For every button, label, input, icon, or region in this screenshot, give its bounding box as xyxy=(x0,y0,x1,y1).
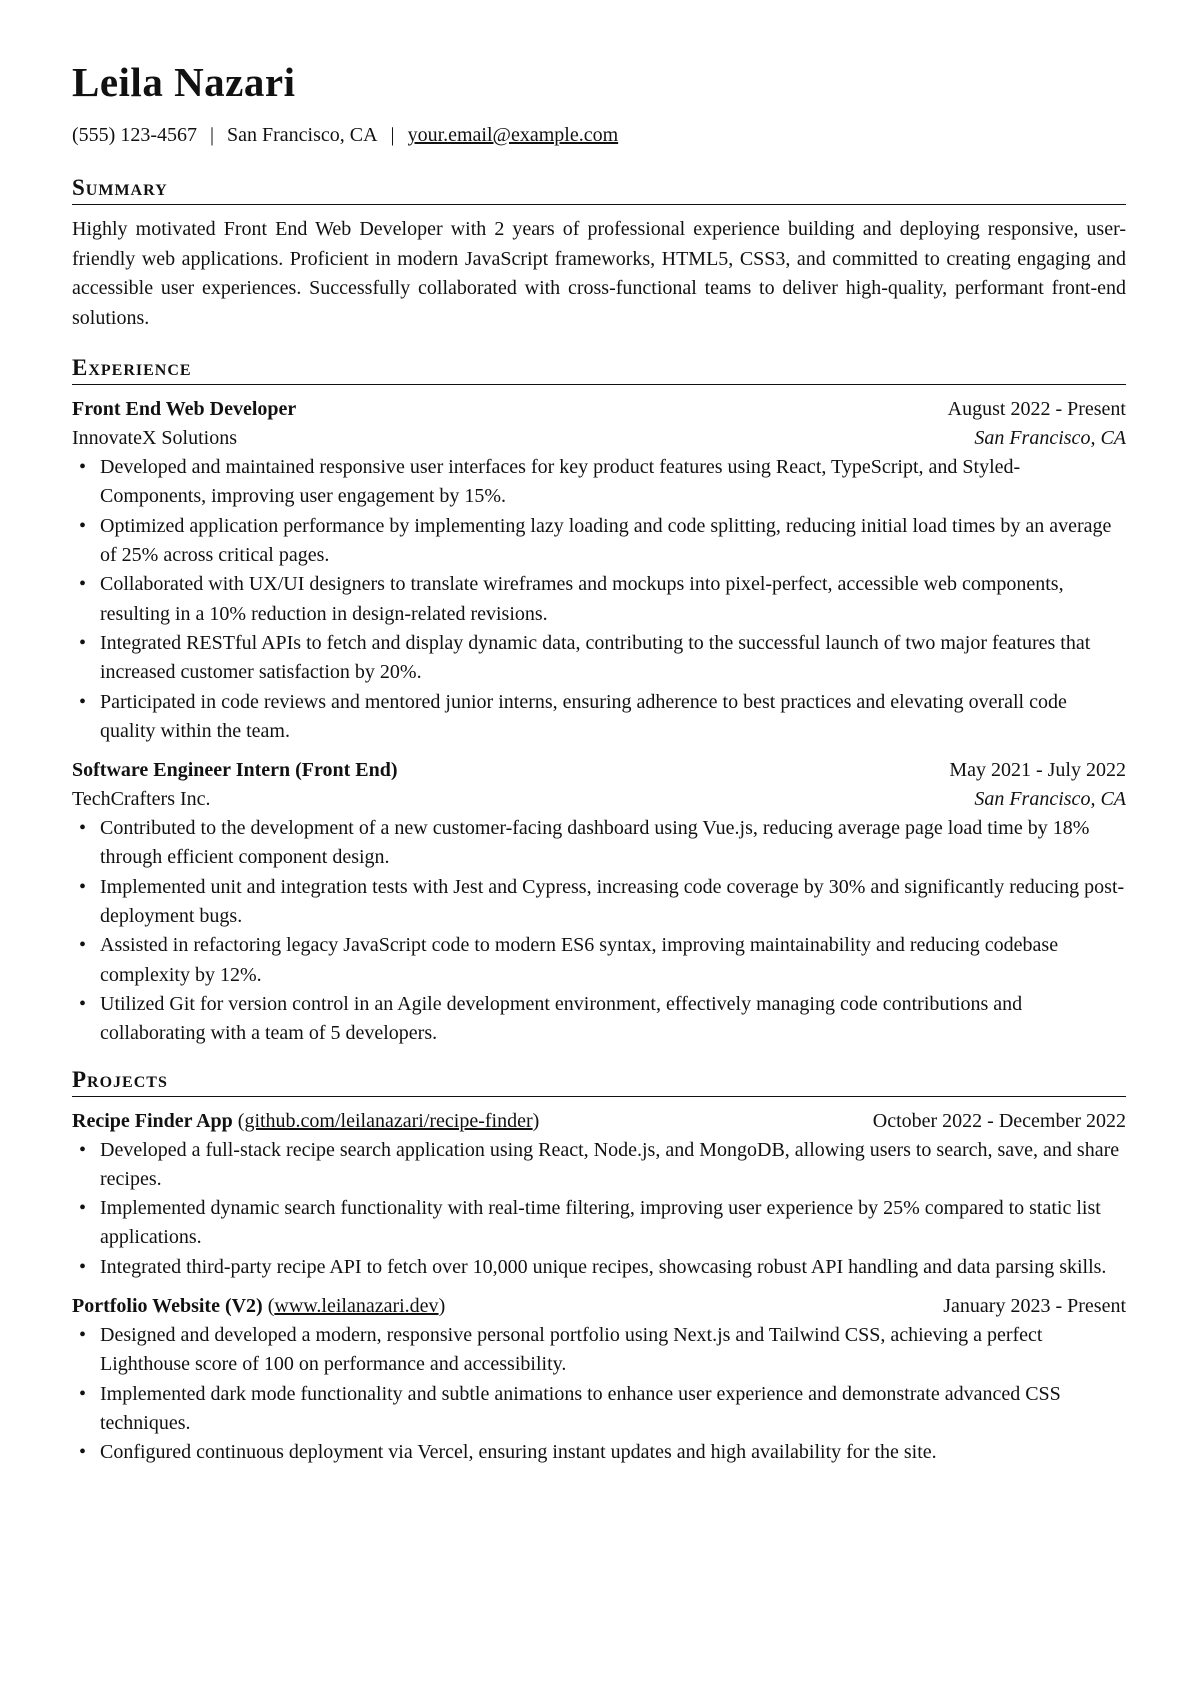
project-dates: January 2023 - Present xyxy=(943,1295,1126,1318)
summary-text: Highly motivated Front End Web Developer with 2 years of professional experience building and deploying responsive, user-friendly web applications. Proficient in modern JavaScript frameworks, HTML5, CSS3, and committed to creating engaging and accessible user experiences. Successfully collaborated with cross-functional teams to deliver high-quality, performant front-end solutions. xyxy=(72,218,1126,329)
bullet-text: Participated in code reviews and mentored junior interns, ensuring adherence to best practices and elevating overall code quality within the team. xyxy=(100,690,1067,742)
bullet-dot-icon: • xyxy=(79,1441,87,1464)
bullet-text: Utilized Git for version control in an Agile development environment, effectively managing code contributions and collaborating with a team of 5 developers. xyxy=(100,992,1023,1045)
bullet-text: Implemented dynamic search functionality with real-time filtering, improving user experience by 25% compared to static list applications. xyxy=(100,1197,1101,1249)
bullet-dot-icon: • xyxy=(79,1255,87,1278)
job-bullet-list xyxy=(72,814,1126,1048)
job-bullet-list xyxy=(72,453,1126,746)
project-link[interactable]: www.leilanazari.dev xyxy=(274,1295,439,1318)
bullet-text: Integrated RESTful APIs to fetch and display dynamic data, contributing to the successful launch of two major features that increased customer satisfaction by 20%. xyxy=(100,631,1091,684)
phone-number: (555) 123-4567 xyxy=(72,124,197,147)
job-company-row xyxy=(72,785,1126,814)
bullet-item xyxy=(72,1321,1126,1380)
bullet-text: Contributed to the development of a new customer-facing dashboard using Vue.js, reducing average page load time by 18% through efficient component design. xyxy=(100,817,1090,869)
project-entry xyxy=(72,1107,1126,1282)
bullet-item xyxy=(72,873,1126,932)
location: San Francisco, CA xyxy=(227,124,378,147)
bullet-dot-icon: • xyxy=(79,514,87,537)
bullet-item xyxy=(72,1253,1126,1282)
bullet-item xyxy=(72,990,1126,1049)
job-location: San Francisco, CA xyxy=(974,788,1126,811)
bullet-item xyxy=(72,1194,1126,1253)
project-dates: October 2022 - December 2022 xyxy=(872,1109,1126,1132)
bullet-dot-icon: • xyxy=(79,934,87,957)
section-title-projects: Projects xyxy=(72,1067,1126,1097)
bullet-dot-icon: • xyxy=(79,992,87,1015)
contact-separator: | xyxy=(209,124,214,147)
project-name: Portfolio Website (V2) xyxy=(72,1295,263,1318)
bullet-text: Configured continuous deployment via Vercel, ensuring instant updates and high availability for the site. xyxy=(100,1441,937,1464)
bullet-dot-icon: • xyxy=(79,875,87,898)
job-role: Front End Web Developer xyxy=(72,398,297,421)
bullet-text: Assisted in refactoring legacy JavaScript code to modern ES6 syntax, improving maintainability and reducing codebase complexity by 12%. xyxy=(100,934,1059,986)
project-link[interactable]: github.com/leilanazari/recipe-finder xyxy=(244,1109,533,1132)
contact-line xyxy=(72,125,1126,145)
bullet-text: Collaborated with UX/UI designers to translate wireframes and mockups into pixel-perfect, accessible web components, resulting in a 10% reduction in design-related revisions. xyxy=(100,573,1064,625)
bullet-dot-icon: • xyxy=(79,1197,87,1220)
bullet-text: Optimized application performance by implementing lazy loading and code splitting, reducing initial load times by an average of 25% across critical pages. xyxy=(100,514,1112,567)
bullet-text: Integrated third-party recipe API to fetch over 10,000 unique recipes, showcasing robust API handling and data parsing skills. xyxy=(100,1255,1107,1278)
bullet-dot-icon: • xyxy=(79,690,87,713)
bullet-text: Developed a full-stack recipe search application using React, Node.js, and MongoDB, allowing users to search, save, and share recipes. xyxy=(100,1138,1120,1190)
bullet-dot-icon: • xyxy=(79,631,87,654)
bullet-dot-icon: • xyxy=(79,573,87,596)
experience-entry xyxy=(72,756,1126,1048)
job-company: InnovateX Solutions xyxy=(72,427,237,450)
job-company-row xyxy=(72,424,1126,453)
bullet-item xyxy=(72,1380,1126,1439)
bullet-dot-icon: • xyxy=(79,456,87,479)
project-header-row xyxy=(72,1292,1126,1321)
job-header-row xyxy=(72,395,1126,424)
job-company: TechCrafters Inc. xyxy=(72,788,211,811)
bullet-item xyxy=(72,931,1126,990)
bullet-text: Implemented dark mode functionality and subtle animations to enhance user experience and demonstrate advanced CSS techniques. xyxy=(100,1382,1061,1434)
bullet-item xyxy=(72,1136,1126,1195)
project-header-row xyxy=(72,1107,1126,1136)
bullet-text: Designed and developed a modern, responsive personal portfolio using Next.js and Tailwind CSS, achieving a perfect Lighthouse score of 100 on performance and accessibility. xyxy=(100,1324,1043,1376)
job-location: San Francisco, CA xyxy=(974,427,1126,450)
project-name: Recipe Finder App xyxy=(72,1109,233,1132)
job-header-row xyxy=(72,756,1126,785)
section-title-summary: Summary xyxy=(72,175,1126,205)
bullet-item xyxy=(72,512,1126,571)
project-bullet-list xyxy=(72,1321,1126,1467)
bullet-dot-icon: • xyxy=(79,1138,87,1161)
bullet-item xyxy=(72,1438,1126,1467)
experience-entry xyxy=(72,395,1126,746)
bullet-text: Developed and maintained responsive user interfaces for key product features using React, TypeScript, and Styled-Components, improving user engagement by 15%. xyxy=(100,456,1021,508)
project-bullet-list xyxy=(72,1136,1126,1282)
bullet-dot-icon: • xyxy=(79,1382,87,1405)
project-entry xyxy=(72,1292,1126,1467)
candidate-name: Leila Nazari xyxy=(72,59,296,105)
bullet-text: Implemented unit and integration tests with Jest and Cypress, increasing code coverage by 30% and significantly reducing post-deployment bugs. xyxy=(100,875,1125,928)
bullet-item xyxy=(72,688,1126,747)
section-title-experience: Experience xyxy=(72,355,1126,385)
bullet-dot-icon: • xyxy=(79,1324,87,1347)
contact-separator: | xyxy=(390,124,395,147)
bullet-item xyxy=(72,453,1126,512)
bullet-dot-icon: • xyxy=(79,817,87,840)
bullet-item xyxy=(72,570,1126,629)
job-dates: May 2021 - July 2022 xyxy=(949,759,1126,782)
email-link[interactable]: your.email@example.com xyxy=(407,124,619,147)
project-title: Portfolio Website (V2) (www.leilanazari.dev) xyxy=(72,1295,446,1318)
bullet-item xyxy=(72,814,1126,873)
bullet-item xyxy=(72,629,1126,688)
project-title: Recipe Finder App (github.com/leilanazari/recipe-finder) xyxy=(72,1109,540,1132)
job-role: Software Engineer Intern (Front End) xyxy=(72,759,398,782)
job-dates: August 2022 - Present xyxy=(947,398,1126,421)
